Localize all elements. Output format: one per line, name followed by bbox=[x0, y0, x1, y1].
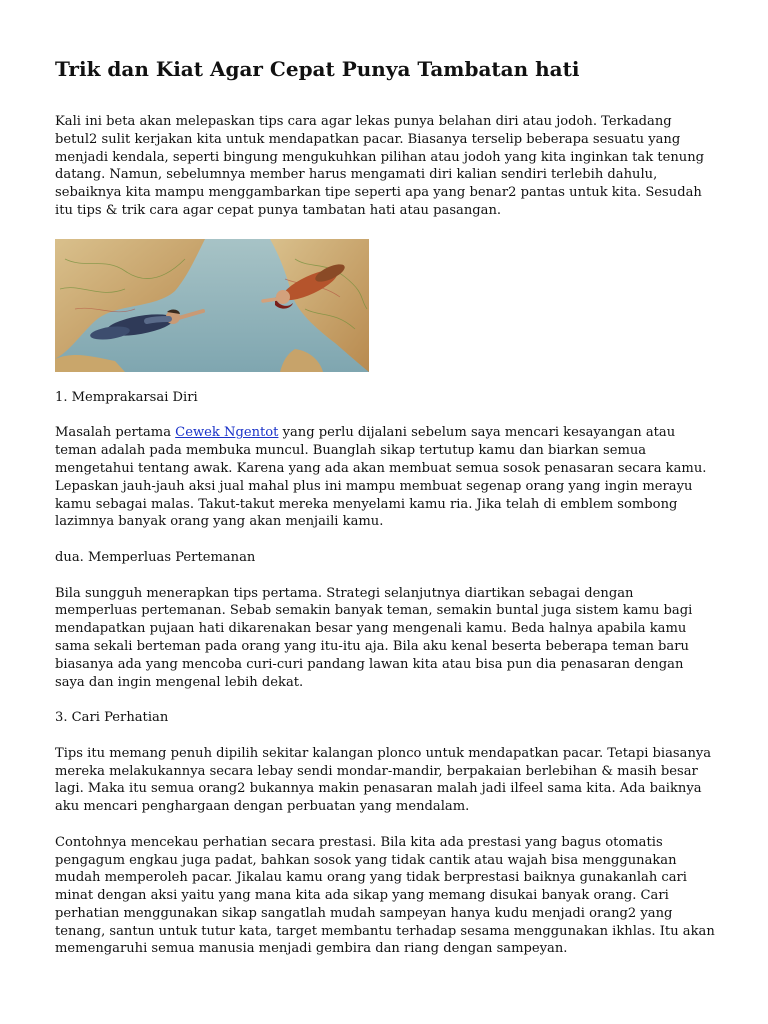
section-3-paragraph-1: Tips itu memang penuh dipilih sekitar kalangan ploncо untuk mendapatkan pacar. Tetapi biasanya mereka melakukannya secara lebay sendi mondar-mandir, berpakaian berlebihan & masih besar lagi. Maka itu semua orang2 bukannya makin penasaran malah jadi ilfeel sama kita. Ada baiknya aku mencari penghargaan dengan perbuatan yang mendalam. bbox=[55, 745, 712, 815]
intro-paragraph: Kali ini beta akan melepaskan tips cara agar lekas punya belahan diri atau jodoh. Terkadang betul2 sulit kerjakan kita untuk mendapatkan pacar. Biasanya terselip beberapa sesuatu yang menjadi kendala, seperti bingung mengukuhkan pilihan atau jodoh yang kita inginkan tak tenung datang. Namun, sebelumnya member harus mengamati diri kalian sendiri terlebih dahulu, sebaiknya kita mampu menggambarkan tipe seperti apa yang benar2 pantas untuk kita. Sesudah itu tips & trik cara agar cepat punya tambatan hati atau pasangan. bbox=[55, 114, 705, 218]
section-1-text-after-link: yang perlu dijalani sebelum saya mencari kesayangan atau teman adalah pada membuka muncul. Buanglah sikap tertutup kamu dan biarkan semua mengetahui tentang awak. Karena yang ada akan membuat semua sosok penasaran secara kamu. Lepaskan jauh-jauh aksi jual mahal plus ini mampu membuat segenap orang yang ingin merayu kamu sebagai malas. Takut-takut mereka menyelami kamu ria. Jika telah di emblem sombong lazimnya banyak orang yang akan menjaili kamu. bbox=[55, 425, 707, 530]
section-2-paragraph: Bila sungguh menerapkan tips pertama. Strategi selanjutnya diartikan sebagai dengan memperluas pertemanan. Sebab semakin banyak teman, semakin buntal juga sistem kamu bagi mendapatkan pujaan hati dikarenakan besar yang mengenali kamu. Beda halnya apabila kamu sama sekali berteman pada orang yang itu-itu aja. Bila aku kenal beserta beberapa teman baru biasanya ada yang mencoba curi-curi pandang lawan kita atau bisa pun dia penasaran dengan saya dan ingin mengenal lebih dekat. bbox=[55, 585, 693, 690]
section-1-paragraph bbox=[55, 424, 715, 531]
section-3-heading: 3. Cari Perhatian bbox=[55, 710, 169, 726]
section-1-text-before-link: Masalah pertama bbox=[55, 425, 176, 441]
document-page bbox=[55, 55, 715, 958]
cewek-ngentot-link[interactable]: Cewek Ngentot bbox=[175, 425, 279, 441]
article-title: Trik dan Kiat Agar Cepat Punya Tambatan hati bbox=[55, 57, 580, 81]
section-3-paragraph-2: Contohnya mencekau perhatian secara prestasi. Bila kita ada prestasi yang bagus otomatis pengagum engkau juga padat, bahkan sosok yang tidak cantik atau wajah bisa menggunakan mudah memperoleh pacar. Jikalau kamu orang yang tidak berprestasi baiknya gunakanlah cari minat dengan aksi yaitu yang mana kita ada sikap yang memang disukai banyak orang. Cari perhatian menggunakan sikap sangatlah mudah sampeyan hanya kudu menjadi orang2 yang tenang, santun untuk tutur kata, target membantu terhadap sesama menggunakan ikhlas. Itu akan memengaruhi semua manusia menjadi gembira dan riang dengan sampeyan. bbox=[55, 834, 715, 957]
section-1-heading: 1. Memprakarsai Diri bbox=[55, 389, 198, 405]
two-people-reaching-across-map-illustration bbox=[55, 239, 369, 372]
section-2-heading: dua. Memperluas Pertemanan bbox=[55, 549, 256, 565]
